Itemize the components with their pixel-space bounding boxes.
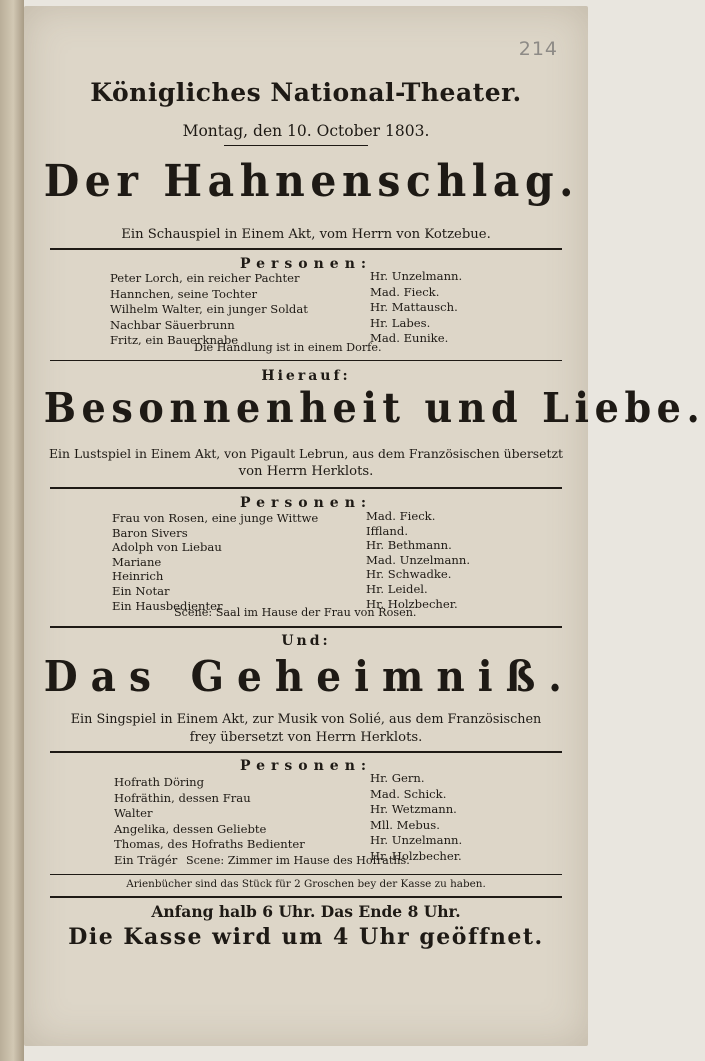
actor: Hr. Labes. [370,315,431,330]
role: Nachbar Säuerbrunn [110,317,235,332]
actor: Hr. Unzelmann. [370,833,463,847]
libretto-price-note: Arienbücher sind das Stück für 2 Groschen bey der Kasse zu haben. [126,878,486,890]
actor: Mad. Unzelmann. [366,552,471,567]
actor: Hr. Gern. [370,771,425,785]
divider [50,487,562,489]
play2-setting-note: Scene: Saal im Hause der Frau von Rosen. [174,606,417,619]
play2-actor-list [366,509,470,611]
actor: Hr. Holzbecher. [370,848,462,863]
divider [50,360,562,361]
actor: Hr. Leidel. [366,581,428,596]
actor: Hr. Bethmann. [366,538,452,553]
actor: Hr. Unzelmann. [370,269,463,283]
play3-subtitle-line1: Ein Singspiel in Einem Akt, zur Musik von Solié, aus dem Französischen [70,712,542,727]
play1-actor-list [370,269,462,347]
role: Heinrich [112,569,164,584]
actor: Mll. Mebus. [370,817,440,832]
role: Ein Trägér [114,852,178,867]
role: Hofrath Döring [114,775,205,789]
role: Walter [114,806,153,820]
play1-personen-heading: Personen: [239,256,373,272]
role: Angelika, dessen Geliebte [114,821,267,836]
actor: Hr. Schwadke. [366,567,452,582]
box-office-opening: Die Kasse wird um 4 Uhr geöffnet. [68,924,544,950]
role: Hannchen, seine Tochter [110,286,257,301]
role: Fritz, ein Bauerknabe [110,333,239,347]
play3-setting-note: Scene: Zimmer im Hause des Hofraths. [186,854,410,867]
actor: Hr. Wetzmann. [370,802,457,816]
actor: Mad. Fieck. [370,284,440,299]
play2-role-list [112,511,318,613]
play3-actor-list [370,771,462,864]
divider [50,896,562,898]
adjacent-page-edge [0,0,24,1061]
play1-setting-note: Die Handlung ist in einem Dorfe. [194,341,382,354]
role: Adolph von Liebau [112,540,222,555]
play3-personen-heading: Personen: [239,758,373,774]
play2-lead-in: Hierauf: [261,368,351,384]
role: Frau von Rosen, eine junge Wittwe [112,511,319,525]
role: Thomas, des Hofraths Bedienter [114,837,305,851]
actor: Hr. Mattausch. [370,300,458,314]
play2-subtitle-line2: von Herrn Herklots. [238,464,374,479]
divider [50,248,562,250]
play3-title: Das Geheimniß. [43,652,575,701]
play3-lead-in: Und: [281,633,331,649]
play2-personen-heading: Personen: [239,495,373,511]
role: Hofräthin, dessen Frau [114,790,251,805]
pencil-page-number: 214 [518,38,558,60]
date-underline [224,145,368,146]
role: Wilhelm Walter, ein junger Soldat [110,302,308,316]
actor: Iffland. [366,523,409,538]
start-end-times: Anfang halb 6 Uhr. Das Ende 8 Uhr. [151,902,461,921]
play1-title: Der Hahnenschlag. [43,156,580,207]
play1-role-list [110,271,308,349]
divider [50,751,562,753]
playbill-sheet [24,6,705,1046]
role: Ein Hausbedienter [112,598,223,613]
play1-subtitle: Ein Schauspiel in Einem Akt, vom Herrn von Kotzebue. [121,227,491,242]
role: Mariane [112,554,162,569]
divider [50,874,562,875]
play2-title: Besonnenheit und Liebe. [43,384,705,432]
divider [50,626,562,628]
theatre-name: Königliches National-Theater. [90,78,522,107]
role: Ein Notar [112,583,170,598]
actor: Hr. Holzbecher. [366,596,458,611]
play2-subtitle-line1: Ein Lustspiel in Einem Akt, von Pigault Lebrun, aus dem Französischen übersetzt [49,446,563,461]
play3-subtitle-line2: frey übersetzt von Herrn Herklots. [189,730,423,745]
performance-date: Montag, den 10. October 1803. [182,122,430,140]
role: Peter Lorch, ein reicher Pachter [110,271,300,285]
actor: Mad. Schick. [370,786,447,801]
role: Baron Sivers [112,525,188,540]
actor: Mad. Eunike. [370,331,449,345]
actor: Mad. Fieck. [366,509,436,523]
